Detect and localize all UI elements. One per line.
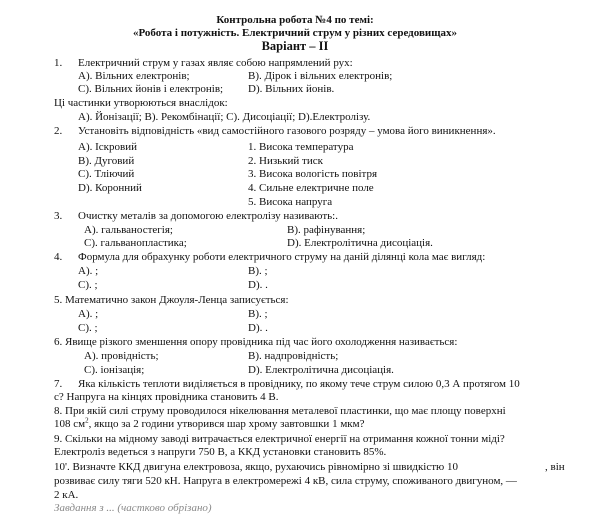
q3-option-c: С). гальванопластика; [84, 237, 187, 249]
q2-left-item: D). Коронний [78, 182, 142, 194]
q10-line1: 10'. Визначте ККД двигуна електровоза, якщо, рухаючись рівномірно зі швидкістю 10 [54, 461, 458, 473]
doc-title: Контрольна робота №4 по темі: [216, 14, 374, 26]
q3-option-b: В). рафінування; [287, 224, 366, 236]
q1-subquestion: Ці частинки утворюються внаслідок: [54, 97, 228, 109]
q3-number: 3. [54, 210, 63, 222]
q4-text: Формула для обрахунку роботи електричного струму на даній ділянці кола має вигляд: [78, 251, 486, 263]
q1-number: 1. [54, 57, 63, 69]
q2-right-item: 1. Висока температура [248, 141, 354, 153]
q9-line1: 9. Скільки на мідному заводі витрачається електричної енергії на отримання кожної тонни міді? [54, 433, 505, 445]
q2-right-item: 3. Висока вологість повітря [248, 168, 378, 180]
q3-option-a: А). гальваностегія; [84, 224, 173, 236]
q5-option-a: А). ; [78, 308, 99, 320]
q10-line2: розвиває силу тяги 520 кН. Напруга в електромережі 4 кВ, сила струму, споживаного двигуном, — [54, 475, 517, 487]
q8-area-exponent: 2 [85, 416, 89, 425]
q2-number: 2. [54, 125, 63, 137]
q2-right-item: 4. Сильне електричне поле [248, 182, 374, 194]
q4-option-c: С). ; [78, 279, 98, 291]
q3-option-d: D). Електролітична дисоціація. [287, 237, 433, 249]
footer-fragment: Завдання з ... (частково обрізано) [54, 502, 212, 514]
q1-option-a: А). Вільних електронів; [78, 70, 190, 82]
q7-line2: с? Напруга на кінцях провідника становить 4 В. [54, 391, 279, 403]
q1-sub-options: А). Йонізації; В). Рекомбінації; С). Дисоціації; D).Електролізу. [78, 111, 371, 123]
q9-line2: Електроліз ведеться з напруги 750 В, а ККД установки становить 85%. [54, 446, 387, 458]
q1-text: Електричний струм у газах являє собою напрямлений рух: [78, 57, 353, 69]
q8-line2-rest: , якщо за 2 години утворився шар хрому завтовшки 1 мкм? [88, 418, 365, 430]
q8-line2 [54, 418, 364, 431]
q2-left-item: А). Іскровий [78, 141, 137, 153]
q4-option-d: D). . [248, 279, 268, 291]
q6-option-c: С). іонізація; [84, 364, 145, 376]
q7-line1: Яка кількість теплоти виділяється в провіднику, по якому тече струм силою 0,3 А протягом 10 [78, 378, 520, 390]
q2-right-item: 2. Низький тиск [248, 155, 323, 167]
q2-right-item: 5. Висока напруга [248, 196, 333, 208]
q10-line3: 2 кА. [54, 489, 79, 501]
q4-number: 4. [54, 251, 63, 263]
q8-line1: 8. При якій силі струму проводилося нікелювання металевої пластинки, що має площу поверхні [54, 405, 506, 417]
q8-area-value: 108 см [54, 418, 86, 430]
q1-option-b: В). Дірок і вільних електронів; [248, 70, 393, 82]
q6-option-d: D). Електролітична дисоціація. [248, 364, 394, 376]
q4-option-b: В). ; [248, 265, 268, 277]
q4-option-a: А). ; [78, 265, 99, 277]
q5-text: 5. Математично закон Джоуля-Ленца записується: [54, 294, 289, 306]
q5-option-b: В). ; [248, 308, 268, 320]
q2-left-item: С). Тліючий [78, 168, 135, 180]
q5-option-c: С). ; [78, 322, 98, 334]
q6-option-a: А). провідність; [84, 350, 159, 362]
q1-option-c: С). Вільних йонів і електронів; [78, 83, 224, 95]
q5-option-d: D). . [248, 322, 268, 334]
q6-option-b: В). надпровідність; [248, 350, 339, 362]
q2-text: Установіть відповідність «вид самостійного газового розряду – умова його виникнення». [78, 125, 496, 137]
doc-topic: «Робота і потужність. Електричний струм у різних середовищах» [132, 27, 458, 39]
q10-line1-end: , він [545, 461, 565, 473]
q6-text: 6. Явище різкого зменшення опору провідника під час його охолодження називається: [54, 336, 458, 348]
q2-left-item: В). Дуговий [78, 155, 135, 167]
variant-heading: Варіант – ІІ [261, 39, 329, 53]
q3-text: Очистку металів за допомогою електролізу називають:. [78, 210, 338, 222]
q7-number: 7. [54, 378, 63, 390]
q1-option-d: D). Вільних йонів. [248, 83, 335, 95]
